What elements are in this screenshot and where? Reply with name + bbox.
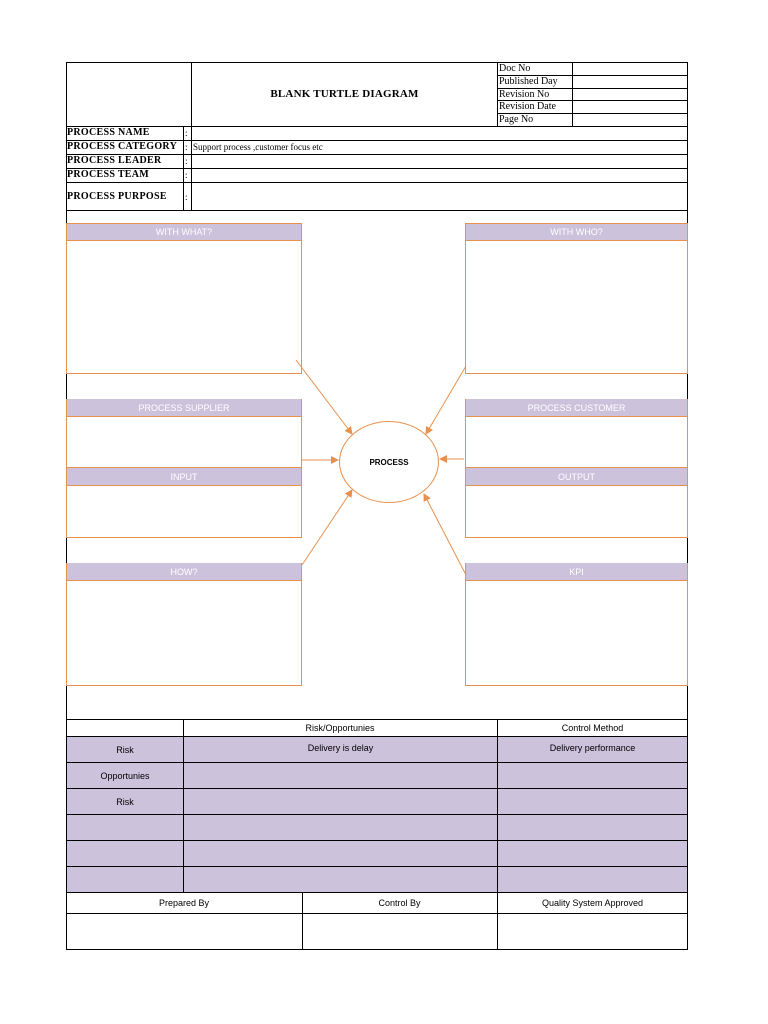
prepared-by-label: Prepared By (158, 898, 210, 908)
process-label: PROCESS (369, 457, 409, 467)
process-leader-label: PROCESS LEADER (67, 155, 162, 166)
table-cell (67, 867, 183, 892)
colon: : (185, 170, 188, 180)
page-title: BLANK TURTLE DIAGRAM (270, 88, 419, 100)
table-cell[interactable] (184, 815, 497, 840)
process-customer-header: PROCESS CUSTOMER (465, 399, 688, 416)
colon: : (185, 128, 188, 138)
table-cell: Opportunies (67, 763, 183, 788)
process-supplier-header: PROCESS SUPPLIER (66, 399, 302, 416)
table-cell[interactable]: Delivery performance (498, 737, 687, 762)
table-cell[interactable] (498, 789, 687, 814)
with-who-header: WITH WHO? (465, 223, 688, 240)
colon: : (185, 142, 188, 152)
doc-no-label: Doc No (499, 63, 531, 74)
arrow-kpi (424, 494, 466, 575)
output-header: OUTPUT (465, 468, 688, 485)
control-by-label: Control By (378, 898, 421, 908)
table-header-risk: Risk/Opportunies (305, 722, 375, 733)
table-cell (67, 815, 183, 840)
table-cell[interactable] (498, 763, 687, 788)
with-what-header: WITH WHAT? (66, 223, 302, 240)
process-team-label: PROCESS TEAM (67, 169, 150, 180)
arrow-with-who (426, 366, 466, 434)
table-cell[interactable] (498, 867, 687, 892)
table-cell[interactable] (498, 841, 687, 866)
table-cell (67, 841, 183, 866)
page-no-label: Page No (499, 114, 534, 125)
prepared-by-signature-field[interactable] (67, 914, 302, 949)
quality-approved-signature-field[interactable] (498, 914, 687, 949)
table-cell[interactable] (184, 789, 497, 814)
published-day-label: Published Day (499, 76, 558, 87)
table-header-blank (66, 719, 183, 736)
input-header: INPUT (66, 468, 302, 485)
table-cell[interactable] (184, 841, 497, 866)
table-cell[interactable]: Delivery is delay (184, 737, 497, 762)
colon: : (185, 156, 188, 166)
table-cell: Risk (67, 789, 183, 814)
how-header: HOW? (66, 563, 302, 580)
process-purpose-label: PROCESS PURPOSE (67, 191, 167, 202)
revision-date-label: Revision Date (499, 101, 556, 112)
arrow-with-what (296, 360, 352, 434)
process-category-label: PROCESS CATEGORY (67, 141, 178, 152)
table-cell: Risk (67, 737, 183, 762)
process-category-field[interactable]: Support process ,customer focus etc (193, 142, 323, 152)
control-by-signature-field[interactable] (303, 914, 497, 949)
kpi-header: KPI (465, 563, 688, 580)
table-header-control: Control Method (561, 722, 624, 733)
quality-approved-label: Quality System Approved (541, 898, 644, 908)
arrow-how (302, 490, 352, 565)
table-cell[interactable] (498, 815, 687, 840)
process-name-label: PROCESS NAME (67, 127, 150, 138)
table-cell[interactable] (184, 867, 497, 892)
revision-no-label: Revision No (499, 89, 550, 100)
table-cell[interactable] (184, 763, 497, 788)
colon: : (185, 192, 188, 202)
